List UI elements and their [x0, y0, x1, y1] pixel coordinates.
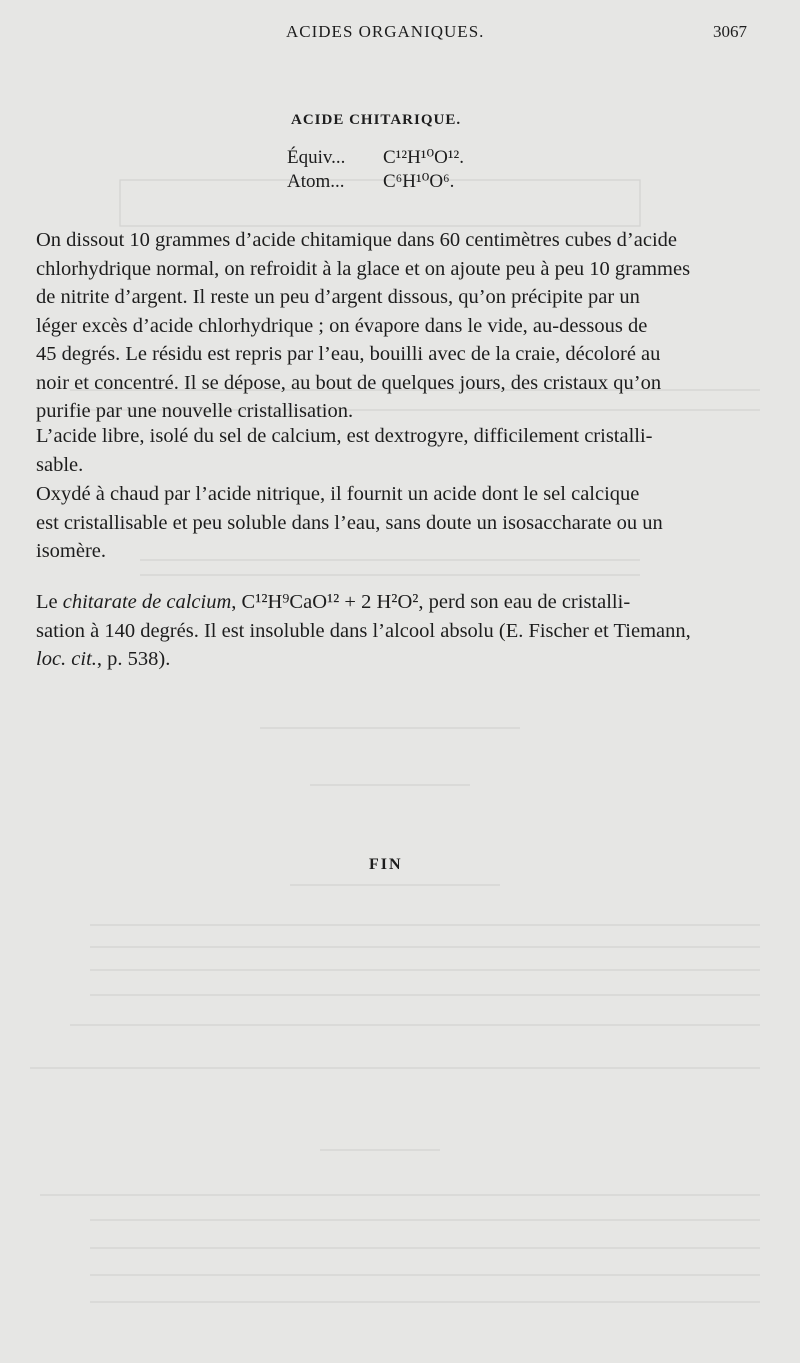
- text-line: sable.: [36, 453, 84, 476]
- formula-label: Équiv...: [287, 147, 346, 168]
- formula-value: C¹²H¹⁰O¹².: [383, 147, 464, 168]
- text-line: chlorhydrique normal, on refroidit à la glace et on ajoute peu à peu 10 grammes: [36, 257, 691, 280]
- salt-name: chitarate de calcium: [62, 591, 232, 613]
- text-line: sation à 140 degrés. Il est insoluble dans l’alcool absolu (E. Fischer et Tiemann,: [36, 619, 691, 642]
- formula-label: Atom...: [287, 171, 345, 192]
- fin-marker: FIN: [369, 856, 403, 873]
- formula-value: C⁶H¹⁰O⁶.: [383, 171, 455, 192]
- text-line: est cristallisable et peu soluble dans l’eau, sans doute un isosaccharate ou un: [36, 511, 663, 534]
- text-line: léger excès d’acide chlorhydrique ; on évapore dans le vide, au-dessous de: [36, 314, 648, 337]
- text-fragment: , C¹²H⁹CaO¹² + 2 H²O², perd son eau de cristalli-: [231, 591, 631, 613]
- section-title: ACIDE CHITARIQUE.: [291, 112, 462, 128]
- running-title: ACIDES ORGANIQUES.: [286, 22, 485, 41]
- text-line: On dissout 10 grammes d’acide chitamique dans 60 centimètres cubes d’acide: [36, 229, 677, 251]
- text-line: [36, 645, 752, 674]
- text-line: [36, 588, 752, 617]
- text-line: isomère.: [36, 540, 107, 562]
- text-line: 45 degrés. Le résidu est repris par l’eau, bouilli avec de la craie, décoloré au: [36, 343, 661, 365]
- text-line: Oxydé à chaud par l’acide nitrique, il fournit un acide dont le sel calcique: [36, 483, 640, 505]
- formula-equiv: [287, 146, 464, 169]
- reference-italic: loc. cit.: [36, 648, 97, 670]
- paragraph-preparation: [36, 226, 752, 426]
- paragraph-free-acid: [36, 422, 752, 479]
- text-line: L’acide libre, isolé du sel de calcium, est dextrogyre, difficilement cristalli-: [36, 425, 653, 447]
- text-line: noir et concentré. Il se dépose, au bout de quelques jours, des cristaux qu’on: [36, 371, 662, 394]
- page-number: 3067: [713, 22, 747, 41]
- text-line: de nitrite d’argent. Il reste un peu d’argent dissous, qu’on précipite par un: [36, 286, 640, 308]
- paragraph-calcium-salt: [36, 588, 752, 674]
- text-fragment: , p. 538).: [96, 648, 171, 670]
- paragraph-oxidation: [36, 480, 752, 566]
- formula-atom: [287, 170, 454, 193]
- text-line: purifie par une nouvelle cristallisation.: [36, 400, 354, 422]
- text-fragment: Le: [36, 591, 63, 613]
